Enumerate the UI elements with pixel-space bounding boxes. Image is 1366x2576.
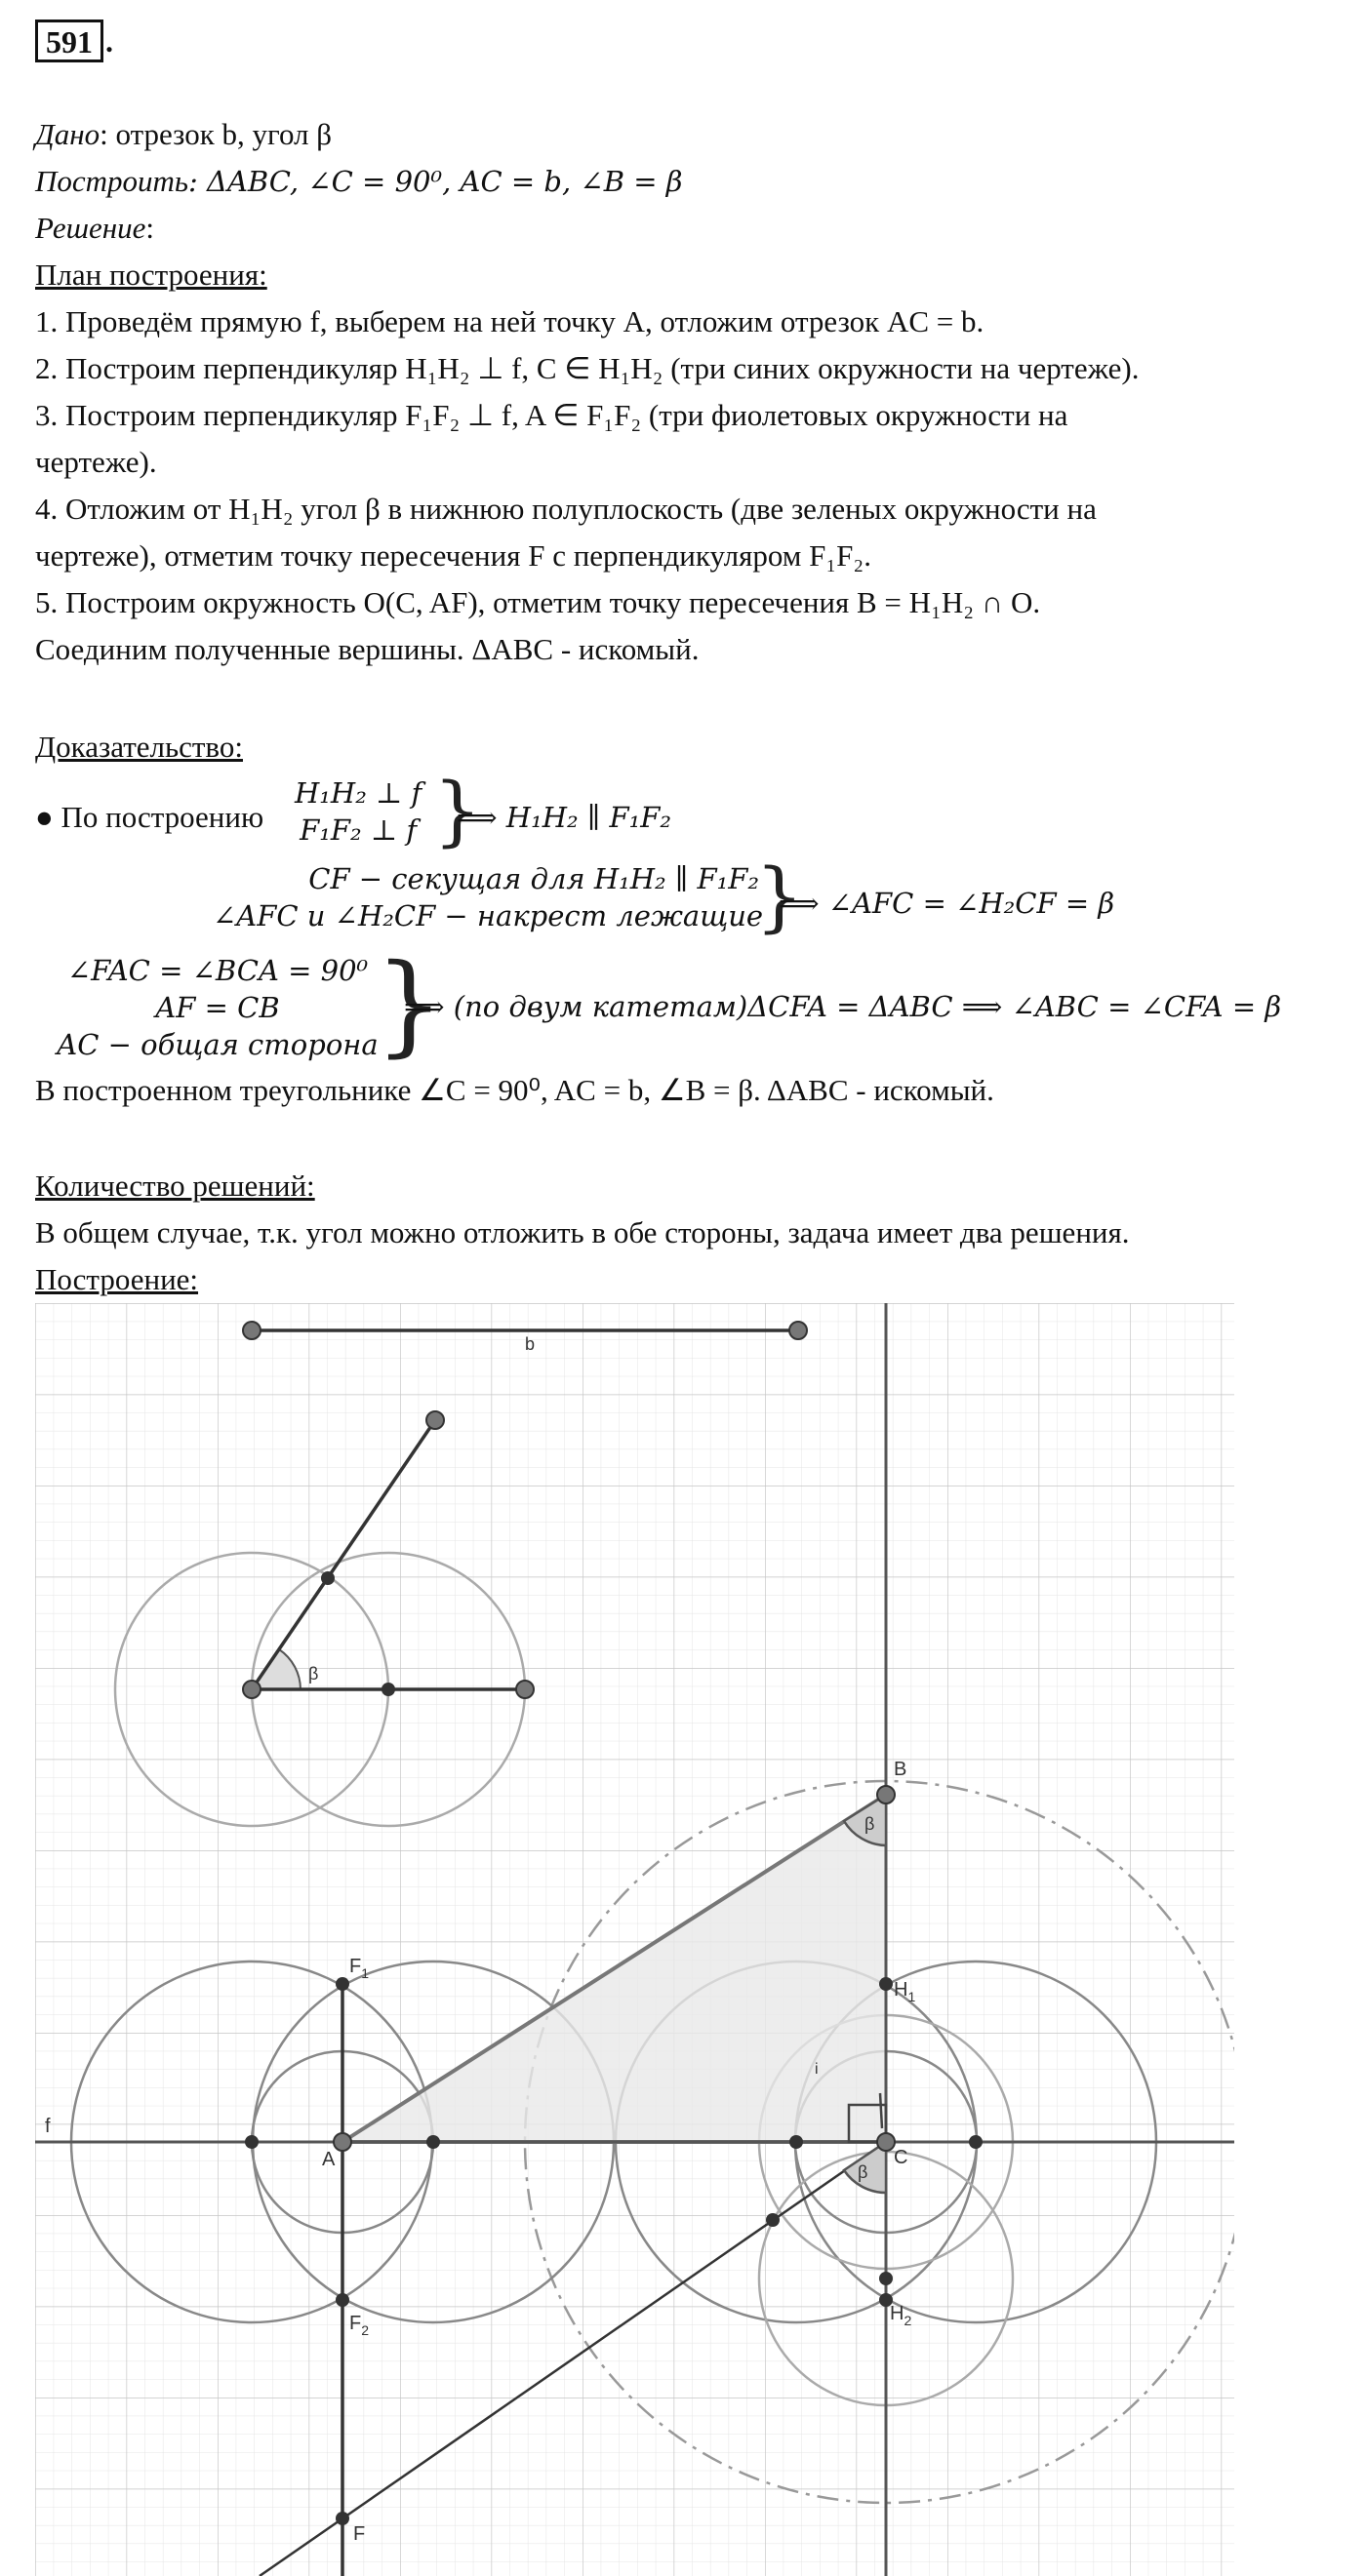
point-f-right-1 bbox=[426, 2135, 440, 2149]
plan-step-3-cont: чертеже). bbox=[35, 445, 157, 479]
solution-colon: : bbox=[145, 211, 154, 245]
proof-p2-result: ⟹ ∠AFC = ∠H₂CF = β bbox=[779, 887, 1115, 920]
point-C bbox=[877, 2133, 895, 2151]
proof-conclusion: В построенном треугольнике ∠C = 90⁰, AC = b, ∠B = β. ΔABC - искомый. bbox=[35, 1073, 994, 1107]
given-line bbox=[35, 115, 332, 154]
label-B: B bbox=[894, 1759, 907, 1780]
label-b: b bbox=[525, 1334, 536, 1354]
proof-p2-brace: } bbox=[755, 853, 804, 941]
plan-title: План построения: bbox=[35, 258, 267, 292]
given-text: : отрезок b, угол β bbox=[100, 117, 333, 151]
point-circle-intersection bbox=[879, 2272, 893, 2285]
plan-step-4-cont: чертеже), отметим точку пересечения F с перпендикуляром F₁F₂. bbox=[35, 538, 871, 573]
proof-p1-line-2: F₁F₂ ⊥ f bbox=[300, 813, 418, 847]
solution-line bbox=[35, 209, 154, 248]
solution-label: Решение bbox=[35, 211, 146, 245]
label-C: C bbox=[894, 2147, 908, 2168]
proof-p1-result: ⟹ H₁H₂ ∥ F₁F₂ bbox=[457, 801, 671, 834]
proof-p3-line-3: AC − общая сторона bbox=[57, 1028, 379, 1061]
proof-p2-line-2: ∠AFC и ∠H₂CF − накрест лежащие bbox=[213, 899, 764, 932]
label-beta-C: β bbox=[858, 2162, 868, 2182]
point-CF-circle bbox=[766, 2213, 780, 2227]
proof-p1-brace: } bbox=[433, 768, 482, 855]
label-H2-sub: 2 bbox=[904, 2313, 912, 2328]
plan-step-1: 1. Проведём прямую f, выберем на ней точку A, отложим отрезок AC = b. bbox=[35, 304, 984, 338]
proof-p3-result: ⟹ (по двум катетам)ΔCFA = ΔABC ⟹ ∠ABC = ∠CFA = β bbox=[404, 990, 1282, 1023]
proof-p2-line-1: CF − секущая для H₁H₂ ∥ F₁F₂ bbox=[308, 862, 759, 895]
point-H1 bbox=[879, 1977, 893, 1991]
proof-p3-line-1: ∠FAC = ∠BCA = 90⁰ bbox=[66, 954, 369, 987]
label-H2: H bbox=[890, 2303, 904, 2324]
problem-number: 591 bbox=[35, 20, 103, 62]
proof-lead: ● По построению bbox=[35, 800, 264, 834]
plan-step-4: 4. Отложим от H₁H₂ угол β в нижнюю полуплоскость (две зеленых окружности на bbox=[35, 492, 1097, 526]
proof-title: Доказательство: bbox=[35, 730, 243, 764]
plan-step-6: Соединим полученные вершины. ΔABC - искомый. bbox=[35, 632, 700, 666]
proof-p3-brace: } bbox=[375, 941, 445, 1068]
construction-drawing bbox=[35, 1303, 1234, 2576]
problem-number-dot: . bbox=[105, 23, 113, 59]
point-f-left-1 bbox=[245, 2135, 259, 2149]
construction-title: Построение: bbox=[35, 1262, 199, 1296]
label-H1: H bbox=[894, 1979, 908, 2001]
construct-label: Построить bbox=[35, 164, 189, 198]
proof-p3-line-2: AF = CB bbox=[155, 991, 280, 1024]
label-F: F bbox=[353, 2523, 366, 2545]
point-F1 bbox=[336, 1977, 349, 1991]
label-F1-sub: 1 bbox=[361, 1965, 370, 1981]
count-title: Количество решений: bbox=[35, 1169, 315, 1203]
label-beta-B: β bbox=[864, 1814, 875, 1834]
label-beta-given: β bbox=[308, 1664, 319, 1684]
label-F2: F bbox=[349, 2313, 362, 2334]
label-F2-sub: 2 bbox=[361, 2322, 370, 2338]
proof-p3-block bbox=[53, 952, 382, 1063]
label-i: i bbox=[815, 2061, 819, 2078]
construct-text: : ΔABC, ∠C = 90⁰, AC = b, ∠B = β bbox=[188, 165, 683, 198]
label-F1: F bbox=[349, 1956, 362, 1977]
point-f-left-2 bbox=[789, 2135, 803, 2149]
point-f-right-2 bbox=[969, 2135, 983, 2149]
count-text: В общем случае, т.к. угол можно отложить в обе стороны, задача имеет два решения. bbox=[35, 1215, 1130, 1249]
proof-p1-line-1: H₁H₂ ⊥ f bbox=[295, 776, 422, 810]
grid-background bbox=[35, 1303, 1234, 2576]
label-A: A bbox=[322, 2149, 336, 2170]
point-F2 bbox=[336, 2293, 349, 2307]
plan-step-2: 2. Построим перпендикуляр H₁H₂ ⊥ f, C ∈ H₁H₂ (три синих окружности на чертеже). bbox=[35, 351, 1140, 385]
plan-step-3: 3. Построим перпендикуляр F₁F₂ ⊥ f, A ∈ F₁F₂ (три фиолетовых окружности на bbox=[35, 398, 1068, 432]
given-label: Дано bbox=[35, 117, 100, 151]
point-A bbox=[334, 2133, 351, 2151]
plan-step-5: 5. Построим окружность O(C, AF), отметим точку пересечения B = H₁H₂ ∩ O. bbox=[35, 585, 1041, 619]
point-F bbox=[336, 2512, 349, 2525]
proof-p2-block bbox=[213, 860, 764, 934]
point-B bbox=[877, 1786, 895, 1803]
construct-line bbox=[35, 162, 683, 201]
label-f: f bbox=[45, 2116, 51, 2137]
label-H1-sub: 1 bbox=[907, 1989, 916, 2004]
proof-p1-block bbox=[295, 774, 422, 849]
